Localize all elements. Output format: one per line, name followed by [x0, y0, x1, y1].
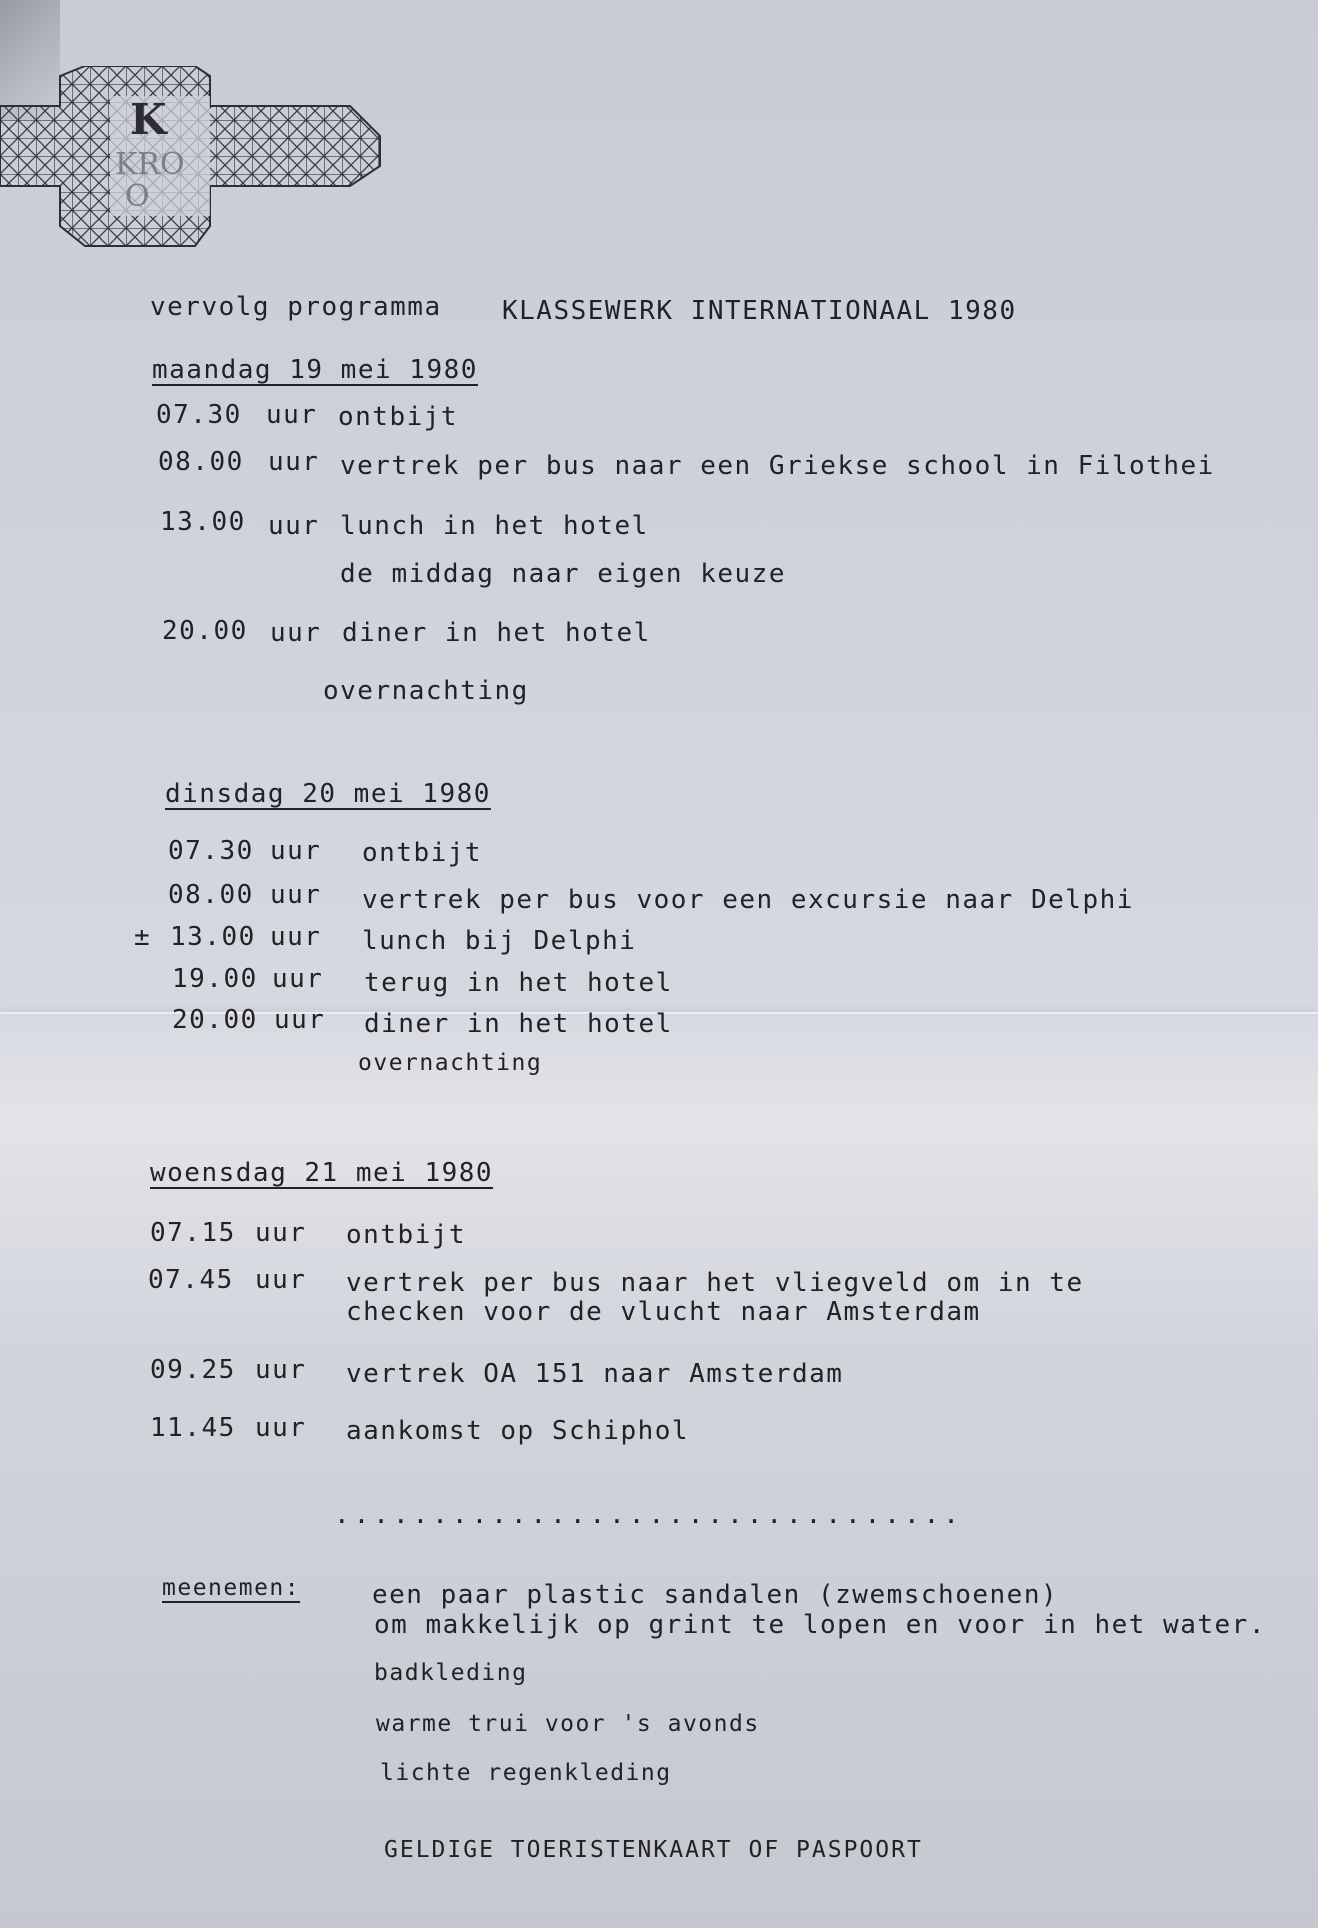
time: 19.00: [172, 964, 258, 994]
separator-dots: ................................: [334, 1500, 963, 1530]
time: 13.00: [170, 922, 256, 952]
activity: vertrek OA 151 naar Amsterdam: [346, 1359, 844, 1389]
time: 20.00: [172, 1005, 258, 1035]
title-name: KLASSEWERK INTERNATIONAAL 1980: [502, 296, 1017, 326]
unit: uur: [270, 836, 322, 866]
activity: lunch bij Delphi: [362, 926, 637, 956]
time: 08.00: [158, 447, 244, 477]
unit: uur: [272, 964, 324, 994]
meenemen-item: warme trui voor 's avonds: [376, 1711, 760, 1737]
unit: uur: [270, 880, 322, 910]
activity: vertrek per bus naar een Griekse school in Filothei: [340, 451, 1215, 481]
title-prefix: vervolg programma: [150, 292, 442, 322]
activity: terug in het hotel: [364, 968, 673, 998]
day-heading-tuesday: dinsdag 20 mei 1980: [165, 779, 491, 809]
meenemen-item: een paar plastic sandalen (zwemschoenen): [372, 1580, 1059, 1610]
time: 08.00: [168, 880, 254, 910]
time: 11.45: [150, 1413, 236, 1443]
time: 13.00: [160, 507, 246, 537]
meenemen-item: lichte regenkleding: [380, 1760, 672, 1786]
svg-text:K: K: [130, 95, 167, 144]
unit: uur: [270, 922, 322, 952]
time: 20.00: [162, 616, 248, 646]
activity: overnachting: [358, 1050, 543, 1076]
activity: de middag naar eigen keuze: [340, 559, 786, 589]
unit: uur: [255, 1218, 307, 1248]
approx-symbol: ±: [134, 922, 152, 952]
unit: uur: [266, 400, 318, 430]
unit: uur: [255, 1265, 307, 1295]
day-heading-wednesday: woensdag 21 mei 1980: [150, 1158, 494, 1188]
unit: uur: [268, 511, 320, 541]
activity: aankomst op Schiphol: [346, 1416, 690, 1446]
meenemen-item: om makkelijk op grint te lopen en voor in het water.: [374, 1610, 1266, 1640]
time: 07.15: [150, 1218, 236, 1248]
day-heading-monday: maandag 19 mei 1980: [152, 355, 478, 385]
activity: ontbijt: [338, 402, 459, 432]
activity: vertrek per bus voor een excursie naar Delphi: [362, 885, 1134, 915]
activity: overnachting: [323, 676, 529, 706]
kro-logo: [0, 66, 390, 256]
time: 07.30: [156, 400, 242, 430]
activity: ontbijt: [362, 838, 483, 868]
activity: diner in het hotel: [364, 1009, 673, 1039]
activity: ontbijt: [346, 1220, 467, 1250]
unit: uur: [255, 1413, 307, 1443]
time: 09.25: [150, 1355, 236, 1385]
unit: uur: [268, 447, 320, 477]
unit: uur: [274, 1005, 326, 1035]
meenemen-label: meenemen:: [162, 1575, 301, 1601]
time: 07.30: [168, 836, 254, 866]
time: 07.45: [148, 1265, 234, 1295]
activity-continued: checken voor de vlucht naar Amsterdam: [346, 1297, 981, 1327]
footer-note: GELDIGE TOERISTENKAART OF PASPOORT: [384, 1837, 923, 1863]
activity: vertrek per bus naar het vliegveld om in te: [346, 1268, 1084, 1298]
unit: uur: [270, 618, 322, 648]
svg-text:O: O: [125, 179, 150, 214]
meenemen-item: badkleding: [374, 1660, 528, 1686]
activity: diner in het hotel: [342, 618, 651, 648]
unit: uur: [255, 1355, 307, 1385]
svg-text:KRO: KRO: [115, 147, 185, 182]
activity: lunch in het hotel: [340, 511, 649, 541]
